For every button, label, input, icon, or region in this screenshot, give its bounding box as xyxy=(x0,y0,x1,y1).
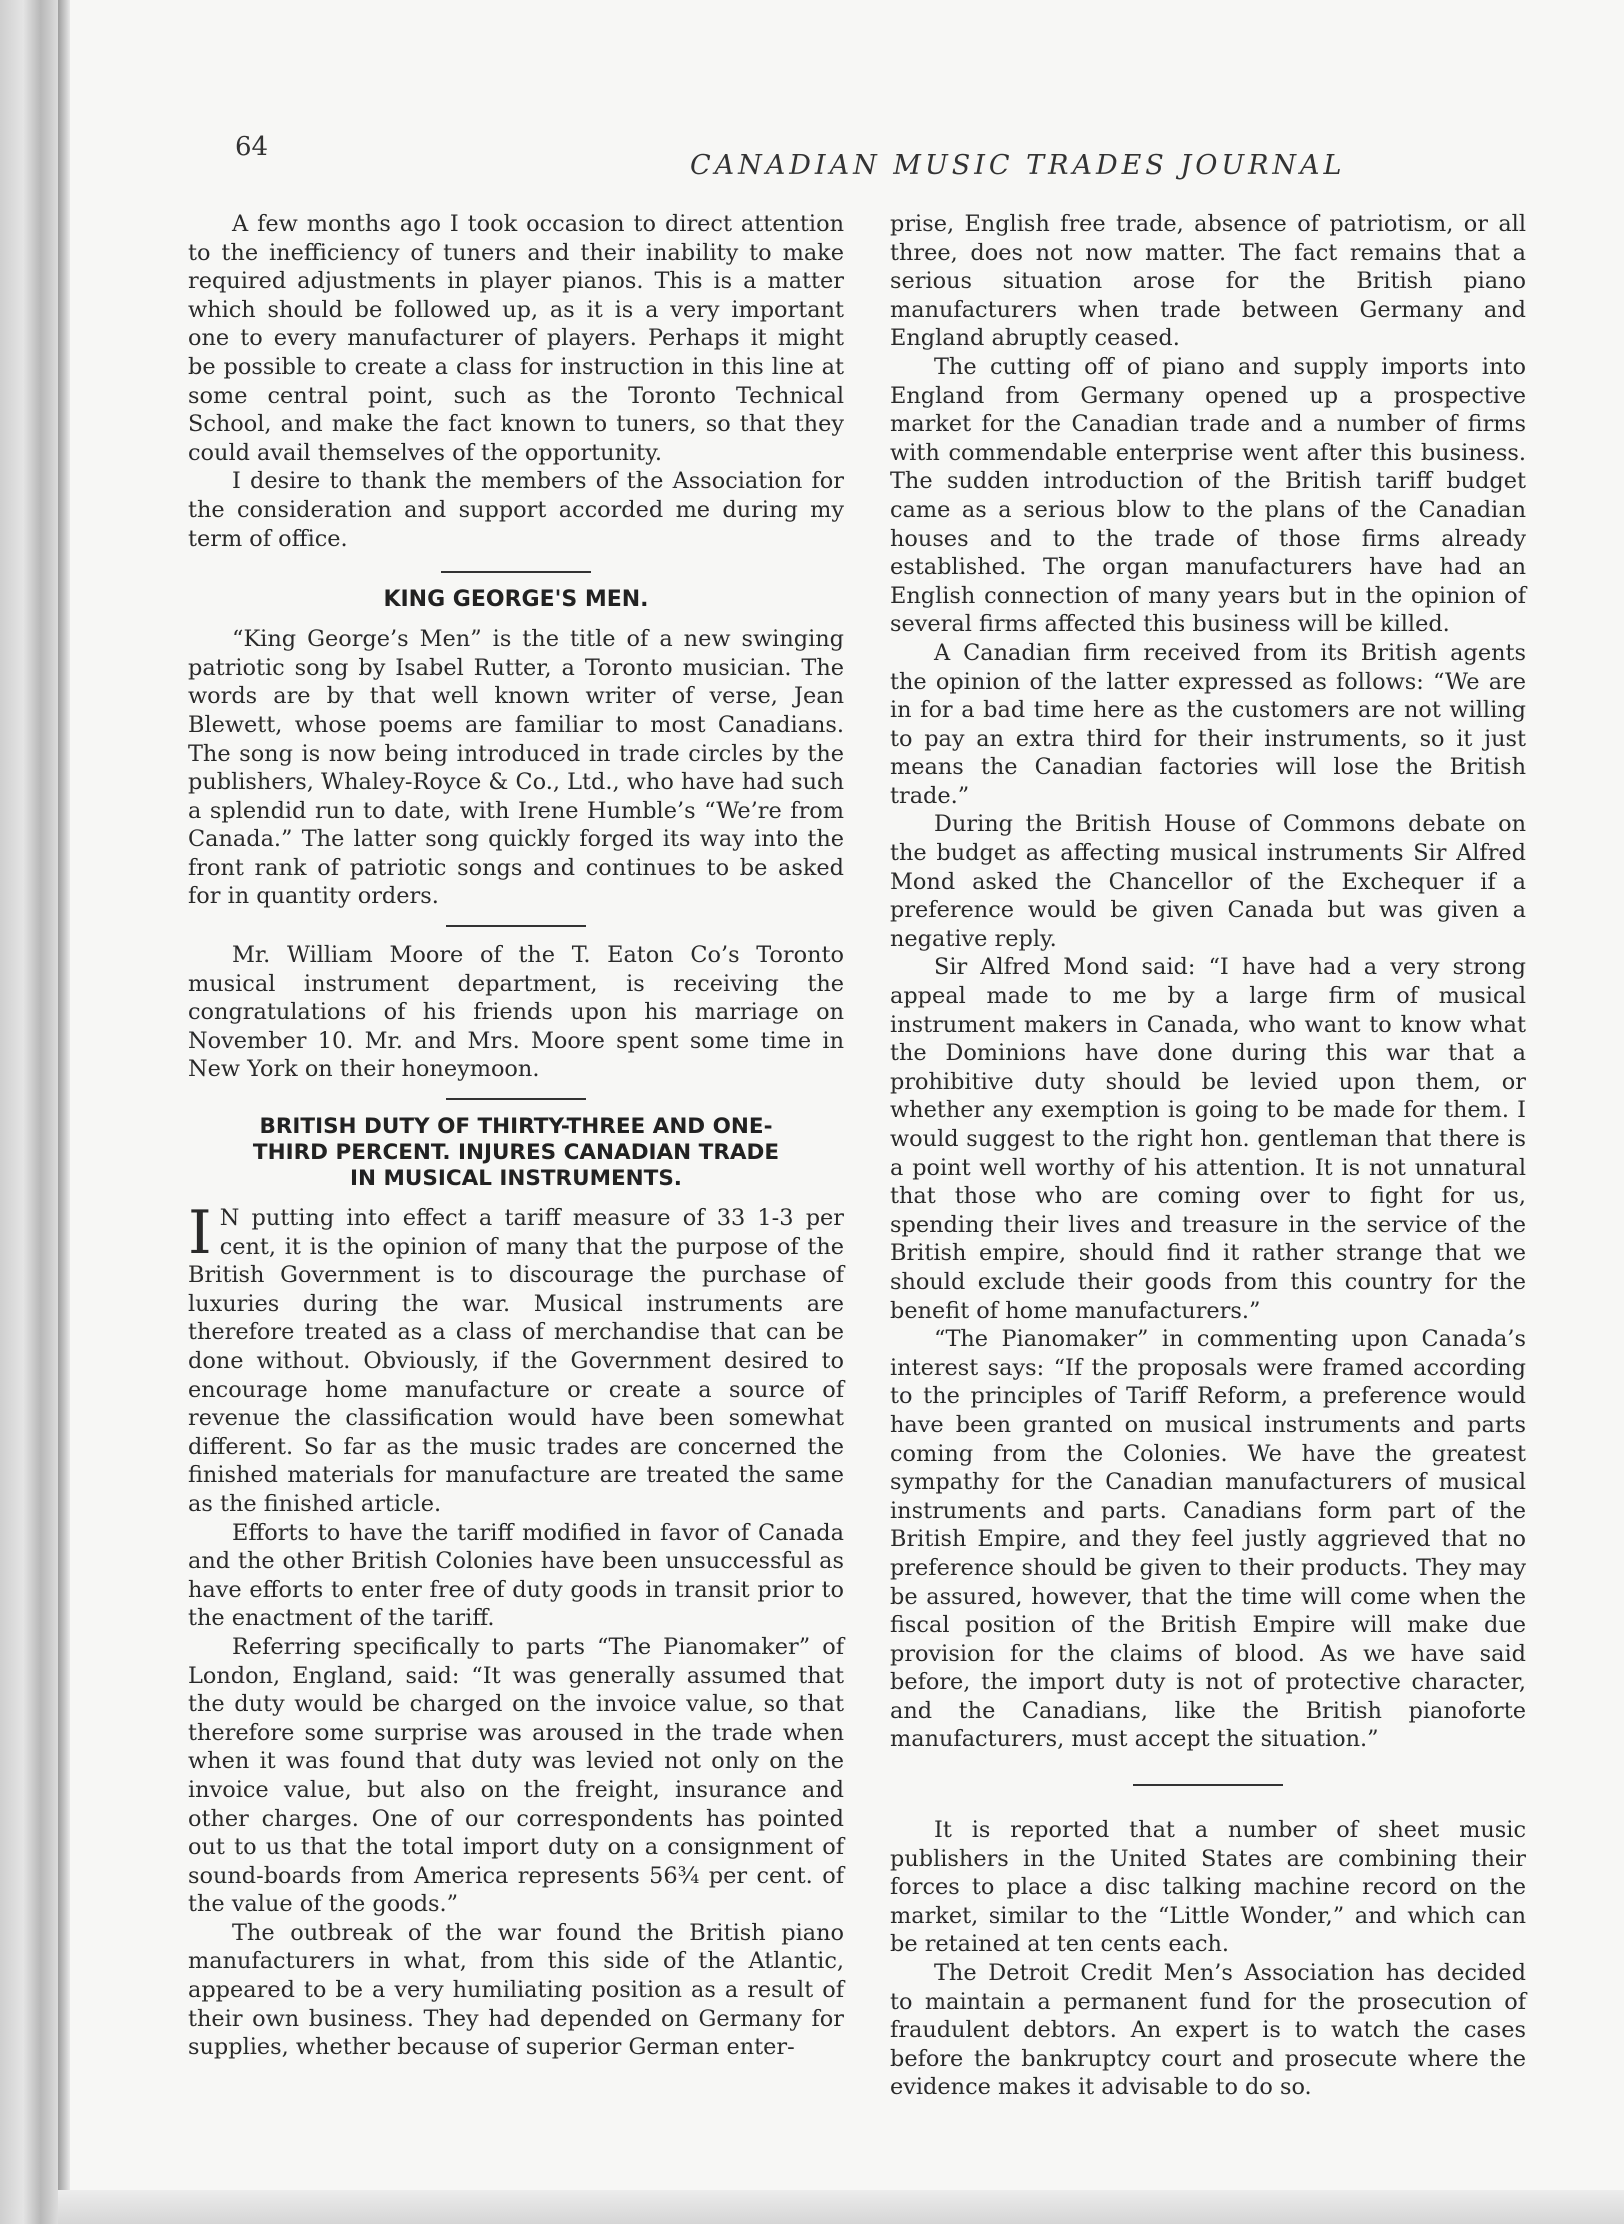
continued-paragraph: prise, English free trade, absence of patriotism, or all three, does not now matter. The fact remains that a serious situation arose for the British piano manufacturers when trade between Germany and England abruptly ceased. xyxy=(890,211,1526,352)
article-paragraph: Sir Alfred Mond said: “I have had a very strong appeal made to me by a large firm of musical instrument makers in Canada, who want to know what the Dominions have done during this war that a prohibitive duty should be levied upon them, or whether any exemption is going to be made for them. I would suggest to the right hon. gentleman that there is a point well worthy of his attention. It is not unnatural that those who are coming over to fight for us, spending their lives and treasure in the service of the British empire, should find it rather strange that we should exclude their goods from this country for the benefit of home manufacturers.” xyxy=(890,954,1526,1324)
page-number: 64 xyxy=(235,132,269,162)
right-column xyxy=(890,210,1526,2102)
article-paragraph: “The Pianomaker” in commenting upon Canada’s interest says: “If the proposals were framed according to the principles of Tariff Reform, a preference would have been granted on musical instruments and parts coming from the Colonies. We have the greatest sympathy for the Canadian manufacturers of musical instruments and parts. Canadians form part of the British Empire, and they feel justly aggrieved that no preference should be given to their products. They may be assured, however, that the time will come when the fiscal position of the British Empire will make due provision for the claims of blood. As we have said before, the import duty is not of protective character, and the Canadians, like the British pianoforte manufacturers, must accept the situation.” xyxy=(890,1326,1526,1753)
heading-line: THIRD PERCENT. INJURES CANADIAN TRADE xyxy=(252,1140,780,1166)
left-column xyxy=(188,210,844,2062)
british-duty-paragraph: Efforts to have the tariff modified in favor of Canada and the other British Colonies have been unsuccessful as have efforts to enter free of duty goods in transit prior to the enactment of the tariff. xyxy=(188,1519,844,1632)
news-paragraph: It is reported that a number of sheet music publishers in the United States are combining their forces to place a disc talking machine record on the market, similar to the “Little Wonder,” and which can be retained at ten cents each. xyxy=(890,1817,1526,1958)
news-paragraph: The Detroit Credit Men’s Association has decided to maintain a permanent fund for the prosecution of fraudulent debtors. An expert is to watch the cases before the bankruptcy court and prosecute where the evidence makes it advisable to do so. xyxy=(890,1960,1526,2101)
section-divider xyxy=(446,925,586,927)
moore-paragraph: Mr. William Moore of the T. Eaton Co’s Toronto musical instrument department, is receiving the congratulations of his friends upon his marriage on November 10. Mr. and Mrs. Moore spent some time in New York on their honeymoon. xyxy=(188,942,844,1083)
article-paragraph: During the British House of Commons debate on the budget as affecting musical instruments Sir Alfred Mond asked the Chancellor of the Exchequer if a preference would be given Canada but was given a negative reply. xyxy=(890,811,1526,952)
section-divider xyxy=(441,571,591,573)
page-bottom-shadow xyxy=(58,2190,1624,2224)
heading-line: BRITISH DUTY OF THIRTY-THREE AND ONE- xyxy=(259,1114,773,1140)
section-divider xyxy=(446,1098,586,1100)
intro-paragraph: A few months ago I took occasion to direct attention to the inefficiency of tuners and their inability to make required adjustments in player pianos. This is a matter which should be followed up, as it is a very important one to every manufacturer of players. Perhaps it might be possible to create a class for instruction in this line at some central point, such as the Toronto Technical School, and make the fact known to tuners, so that they could avail themselves of the opportunity. xyxy=(188,211,844,466)
page-edge xyxy=(58,0,70,2224)
intro-paragraph: I desire to thank the members of the Association for the consideration and support accorded me during my term of office. xyxy=(188,468,844,552)
british-duty-first-paragraph xyxy=(188,1198,844,1519)
british-duty-paragraph: The outbreak of the war found the British piano manufacturers in what, from this side of the Atlantic, appeared to be a very humiliating position as a result of their own business. They had depended on Germany for supplies, whether because of superior German enter- xyxy=(188,1919,844,2061)
first-paragraph-text: N putting into effect a tariff measure of 33 1-3 per cent, it is the opinion of many that the purpose of the British Government is to discourage the purchase of luxuries during the war. Musical instruments are therefore treated as a class of merchandise that can be done without. Obviously, if the Government desired to encourage home manufacture or create a source of revenue the classification would have been somewhat different. So far as the music trades are concerned the finished materials for manufacture are treated the same as the finished article. xyxy=(188,1205,844,1517)
king-george-paragraph: “King George’s Men” is the title of a new swinging patriotic song by Isabel Rutter, a Toronto musician. The words are by that well known writer of verse, Jean Blewett, whose poems are familiar to most Canadians. The song is now being introduced in trade circles by the publishers, Whaley-Royce & Co., Ltd., who have had such a splendid run to date, with Irene Humble’s “We’re from Canada.” The latter song quickly forged its way into the front rank of patriotic songs and continues to be asked for in quantity orders. xyxy=(188,626,844,910)
british-duty-heading xyxy=(188,1114,844,1192)
article-paragraph: The cutting off of piano and supply imports into England from Germany opened up a prospective market for the Canadian trade and a number of firms with commendable enterprise went after this business. The sudden introduction of the British tariff budget came as a serious blow to the plans of the Canadian houses and to the trade of those firms already established. The organ manufacturers have had an English connection of many years but in the opinion of several firms affected this business will be killed. xyxy=(890,353,1526,638)
book-binding xyxy=(0,0,58,2224)
drop-cap: I xyxy=(188,1198,212,1269)
running-head: CANADIAN MUSIC TRADES JOURNAL xyxy=(690,150,1346,181)
king-george-heading: KING GEORGE'S MEN. xyxy=(383,587,649,613)
section-divider xyxy=(1133,1784,1283,1786)
article-paragraph: A Canadian firm received from its British agents the opinion of the latter expressed as follows: “We are in for a bad time here as the customers are not willing to pay an extra third for their instruments, so it just means the Canadian factories will lose the British trade.” xyxy=(890,639,1526,809)
heading-line: IN MUSICAL INSTRUMENTS. xyxy=(350,1166,682,1192)
british-duty-paragraph: Referring specifically to parts “The Pianomaker” of London, England, said: “It was generally assumed that the duty would be charged on the invoice value, so that therefore some surprise was aroused in the trade when when it was found that duty was levied not only on the invoice value, but also on the freight, insurance and other charges. One of our correspondents has pointed out to us that the total import duty on a consignment of sound-boards from America represents 56¾ per cent. of the value of the goods.” xyxy=(188,1633,844,1918)
